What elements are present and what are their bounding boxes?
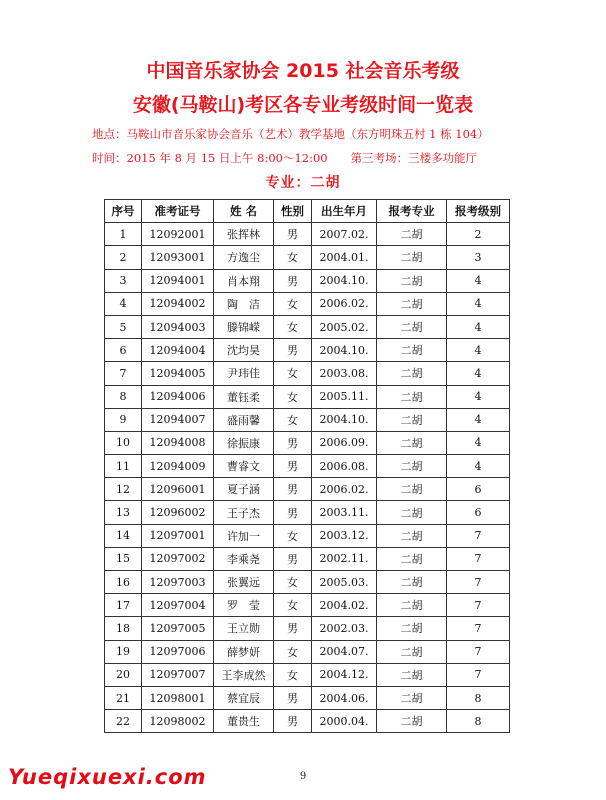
cell-level: 4 [447, 385, 510, 408]
cell-name: 董贵生 [214, 710, 274, 733]
cell-major: 二胡 [377, 640, 447, 663]
cell-birth: 2005.03. [312, 571, 377, 594]
table-row [105, 385, 510, 408]
cell-index: 21 [105, 686, 142, 709]
cell-ticket-number: 12094007 [142, 408, 214, 431]
page-number: 9 [299, 771, 307, 782]
cell-major: 二胡 [377, 292, 447, 315]
cell-index: 19 [105, 640, 142, 663]
cell-major: 二胡 [377, 594, 447, 617]
cell-name: 薛梦妍 [214, 640, 274, 663]
cell-birth: 2000.04. [312, 710, 377, 733]
table-row [105, 640, 510, 663]
cell-index: 5 [105, 315, 142, 338]
cell-gender: 女 [274, 571, 312, 594]
cell-ticket-number: 12097002 [142, 547, 214, 570]
cell-index: 20 [105, 663, 142, 686]
cell-gender: 女 [274, 408, 312, 431]
cell-index: 22 [105, 710, 142, 733]
cell-ticket-number: 12097004 [142, 594, 214, 617]
cell-birth: 2004.07. [312, 640, 377, 663]
cell-ticket-number: 12094001 [142, 269, 214, 292]
cell-ticket-number: 12096002 [142, 501, 214, 524]
cell-ticket-number: 12097006 [142, 640, 214, 663]
cell-major: 二胡 [377, 663, 447, 686]
table-header-row [105, 200, 510, 223]
cell-birth: 2003.11. [312, 501, 377, 524]
table-row [105, 246, 510, 269]
cell-ticket-number: 12094005 [142, 362, 214, 385]
cell-level: 4 [447, 339, 510, 362]
table-row [105, 478, 510, 501]
cell-birth: 2005.02. [312, 315, 377, 338]
cell-birth: 2007.02. [312, 223, 377, 246]
table-row [105, 571, 510, 594]
cell-gender: 男 [274, 339, 312, 362]
cell-gender: 男 [274, 223, 312, 246]
table-row [105, 524, 510, 547]
cell-name: 尹玮佳 [214, 362, 274, 385]
cell-birth: 2002.03. [312, 617, 377, 640]
table-row [105, 594, 510, 617]
cell-gender: 女 [274, 315, 312, 338]
cell-ticket-number: 12094006 [142, 385, 214, 408]
cell-name: 李乘尧 [214, 547, 274, 570]
cell-level: 4 [447, 315, 510, 338]
cell-index: 7 [105, 362, 142, 385]
cell-name: 陶 洁 [214, 292, 274, 315]
cell-gender: 女 [274, 246, 312, 269]
cell-index: 3 [105, 269, 142, 292]
cell-ticket-number: 12094003 [142, 315, 214, 338]
cell-major: 二胡 [377, 524, 447, 547]
cell-birth: 2006.02. [312, 478, 377, 501]
cell-ticket-number: 12098002 [142, 710, 214, 733]
cell-gender: 男 [274, 269, 312, 292]
table-row [105, 408, 510, 431]
cell-level: 2 [447, 223, 510, 246]
cell-name: 罗 莹 [214, 594, 274, 617]
cell-major: 二胡 [377, 339, 447, 362]
cell-name: 肖本翔 [214, 269, 274, 292]
column-header-major: 报考专业 [377, 200, 447, 223]
cell-gender: 女 [274, 640, 312, 663]
column-header-birth: 出生年月 [312, 200, 377, 223]
cell-gender: 女 [274, 524, 312, 547]
cell-ticket-number: 12097003 [142, 571, 214, 594]
cell-name: 王立勋 [214, 617, 274, 640]
cell-name: 方逸尘 [214, 246, 274, 269]
cell-name: 曹睿文 [214, 455, 274, 478]
cell-major: 二胡 [377, 315, 447, 338]
cell-name: 王李成然 [214, 663, 274, 686]
table-row [105, 663, 510, 686]
cell-index: 15 [105, 547, 142, 570]
cell-index: 8 [105, 385, 142, 408]
cell-ticket-number: 12097001 [142, 524, 214, 547]
cell-level: 7 [447, 640, 510, 663]
cell-index: 4 [105, 292, 142, 315]
cell-level: 4 [447, 408, 510, 431]
cell-birth: 2002.11. [312, 547, 377, 570]
cell-gender: 女 [274, 385, 312, 408]
column-header-ticket-number: 准考证号 [142, 200, 214, 223]
cell-ticket-number: 12097007 [142, 663, 214, 686]
document-title-line1: 中国音乐家协会 2015 社会音乐考级 [146, 60, 460, 82]
cell-major: 二胡 [377, 478, 447, 501]
cell-ticket-number: 12094004 [142, 339, 214, 362]
cell-birth: 2006.08. [312, 455, 377, 478]
table-row [105, 362, 510, 385]
table-row [105, 292, 510, 315]
cell-name: 蔡宜辰 [214, 686, 274, 709]
cell-name: 徐振康 [214, 431, 274, 454]
cell-ticket-number: 12094009 [142, 455, 214, 478]
cell-level: 6 [447, 501, 510, 524]
table-row [105, 431, 510, 454]
cell-level: 4 [447, 362, 510, 385]
table-row [105, 547, 510, 570]
cell-level: 7 [447, 571, 510, 594]
cell-ticket-number: 12098001 [142, 686, 214, 709]
cell-index: 1 [105, 223, 142, 246]
candidate-table [104, 199, 510, 733]
cell-gender: 男 [274, 617, 312, 640]
table-row [105, 617, 510, 640]
cell-major: 二胡 [377, 547, 447, 570]
cell-name: 王子杰 [214, 501, 274, 524]
cell-birth: 2004.10. [312, 408, 377, 431]
cell-level: 4 [447, 431, 510, 454]
table-row [105, 269, 510, 292]
cell-major: 二胡 [377, 686, 447, 709]
cell-major: 二胡 [377, 501, 447, 524]
cell-name: 许加一 [214, 524, 274, 547]
cell-name: 沈均昊 [214, 339, 274, 362]
table-row [105, 223, 510, 246]
cell-gender: 男 [274, 455, 312, 478]
table-row [105, 501, 510, 524]
cell-major: 二胡 [377, 408, 447, 431]
cell-level: 4 [447, 292, 510, 315]
column-header-gender: 性别 [274, 200, 312, 223]
cell-level: 7 [447, 547, 510, 570]
cell-gender: 女 [274, 594, 312, 617]
cell-ticket-number: 12096001 [142, 478, 214, 501]
table-row [105, 315, 510, 338]
cell-level: 8 [447, 686, 510, 709]
cell-birth: 2006.02. [312, 292, 377, 315]
cell-index: 11 [105, 455, 142, 478]
cell-index: 9 [105, 408, 142, 431]
cell-birth: 2004.01. [312, 246, 377, 269]
cell-birth: 2005.11. [312, 385, 377, 408]
cell-ticket-number: 12093001 [142, 246, 214, 269]
cell-gender: 男 [274, 478, 312, 501]
cell-level: 3 [447, 246, 510, 269]
cell-birth: 2004.10. [312, 269, 377, 292]
column-header-name: 姓 名 [214, 200, 274, 223]
cell-major: 二胡 [377, 223, 447, 246]
cell-major: 二胡 [377, 362, 447, 385]
cell-name: 张挥林 [214, 223, 274, 246]
cell-gender: 男 [274, 547, 312, 570]
cell-birth: 2004.12. [312, 663, 377, 686]
cell-index: 2 [105, 246, 142, 269]
cell-ticket-number: 12094002 [142, 292, 214, 315]
cell-birth: 2004.06. [312, 686, 377, 709]
cell-ticket-number: 12097005 [142, 617, 214, 640]
table-row [105, 455, 510, 478]
cell-birth: 2004.02. [312, 594, 377, 617]
cell-index: 17 [105, 594, 142, 617]
cell-level: 7 [447, 663, 510, 686]
exam-time: 时间：2015 年 8 月 15 日上午 8:00～12:00 第三考场：三楼多功能厅 [92, 151, 478, 165]
cell-major: 二胡 [377, 246, 447, 269]
cell-gender: 男 [274, 431, 312, 454]
cell-gender: 男 [274, 501, 312, 524]
cell-major: 二胡 [377, 571, 447, 594]
cell-level: 4 [447, 269, 510, 292]
cell-index: 10 [105, 431, 142, 454]
cell-gender: 男 [274, 710, 312, 733]
column-header-index: 序号 [105, 200, 142, 223]
cell-name: 张翼远 [214, 571, 274, 594]
table-body [105, 223, 510, 733]
cell-level: 6 [447, 478, 510, 501]
cell-name: 夏子涵 [214, 478, 274, 501]
cell-birth: 2006.09. [312, 431, 377, 454]
column-header-level: 报考级别 [447, 200, 510, 223]
cell-ticket-number: 12094008 [142, 431, 214, 454]
cell-major: 二胡 [377, 269, 447, 292]
cell-index: 12 [105, 478, 142, 501]
cell-major: 二胡 [377, 455, 447, 478]
cell-gender: 女 [274, 362, 312, 385]
table-row [105, 339, 510, 362]
cell-level: 7 [447, 524, 510, 547]
cell-gender: 男 [274, 686, 312, 709]
cell-birth: 2003.08. [312, 362, 377, 385]
major-heading: 专业：二胡 [265, 175, 341, 191]
cell-name: 滕锦嵘 [214, 315, 274, 338]
cell-major: 二胡 [377, 617, 447, 640]
cell-level: 8 [447, 710, 510, 733]
cell-major: 二胡 [377, 710, 447, 733]
cell-index: 13 [105, 501, 142, 524]
cell-birth: 2003.12. [312, 524, 377, 547]
cell-major: 二胡 [377, 431, 447, 454]
exam-location: 地点：马鞍山市音乐家协会音乐（艺术）教学基地（东方明珠五村 1 栋 104） [92, 127, 489, 141]
cell-index: 6 [105, 339, 142, 362]
cell-index: 14 [105, 524, 142, 547]
table-row [105, 686, 510, 709]
cell-name: 董钰柔 [214, 385, 274, 408]
cell-index: 16 [105, 571, 142, 594]
cell-gender: 女 [274, 292, 312, 315]
cell-major: 二胡 [377, 385, 447, 408]
table-row [105, 710, 510, 733]
cell-birth: 2004.10. [312, 339, 377, 362]
cell-level: 7 [447, 594, 510, 617]
cell-level: 7 [447, 617, 510, 640]
site-watermark: Yueqixuexi.com [8, 765, 207, 789]
cell-index: 18 [105, 617, 142, 640]
cell-gender: 女 [274, 663, 312, 686]
cell-name: 盛雨馨 [214, 408, 274, 431]
cell-ticket-number: 12092001 [142, 223, 214, 246]
cell-level: 4 [447, 455, 510, 478]
document-title-line2: 安徽(马鞍山)考区各专业考级时间一览表 [132, 94, 474, 116]
